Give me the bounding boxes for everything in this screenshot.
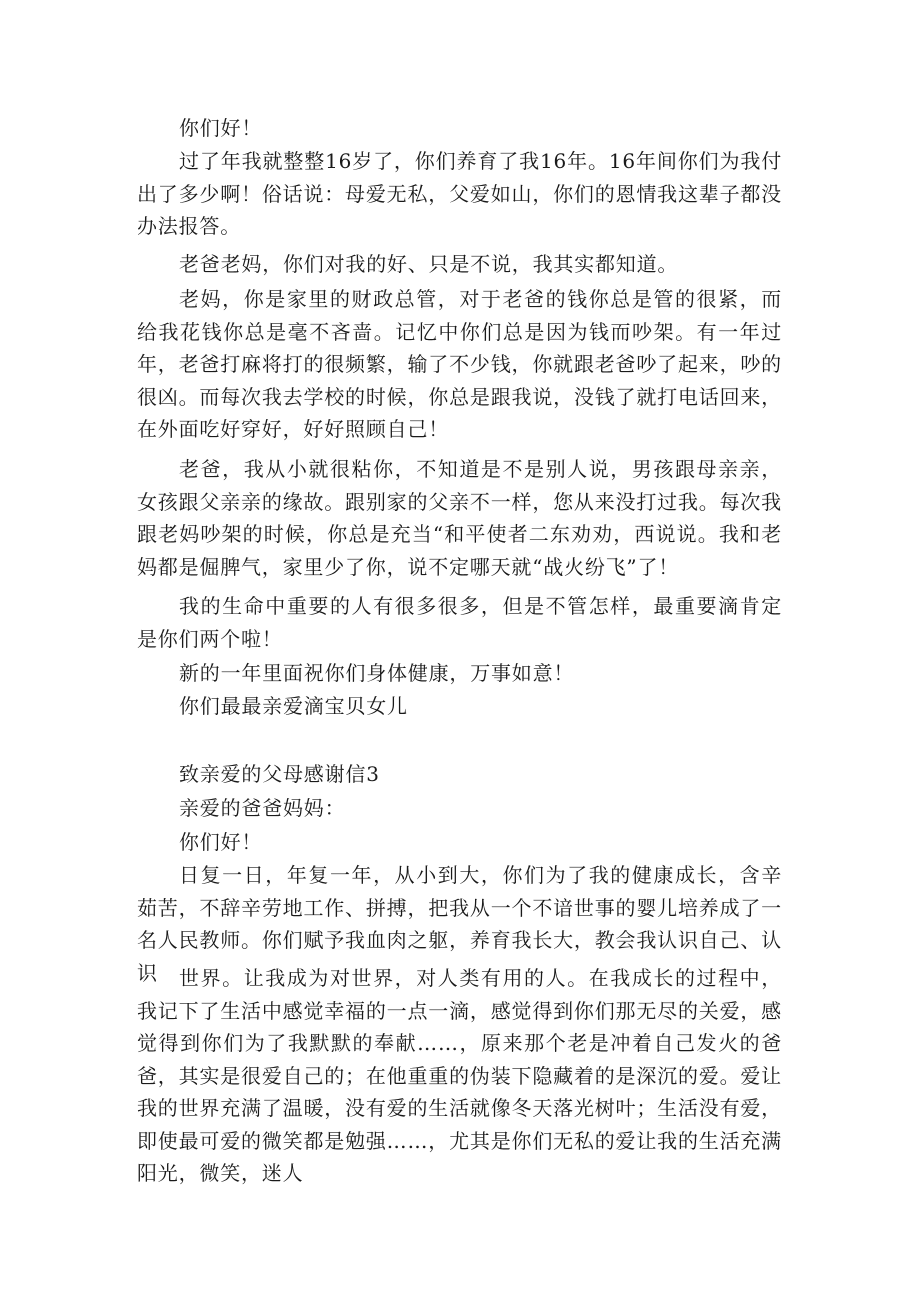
paragraph-know-your-kindness: 老爸老妈，你们对我的好、只是不说，我其实都知道。 <box>179 252 679 276</box>
paragraph-about-mom: 老妈，你是家里的财政总管，对于老爸的钱你总是管的很紧，而给我花钱你总是毫不吝啬。记忆中你们总是因为钱而吵架。有一年过年，老爸打麻将打的很频繁，输了不少钱，你就跟老爸吵了起来，吵的很凶。而每次我去学校的时候，你总是跟我说，没钱了就打电话回来，在外面吃好穿好，好好照顾自己！ <box>137 287 782 441</box>
signature-line: 你们最最亲爱滴宝贝女儿 <box>179 694 408 718</box>
paragraph-new-year-wishes: 新的一年里面祝你们身体健康，万事如意！ <box>179 661 575 685</box>
greeting-line-1: 你们好！ <box>179 116 263 140</box>
letter-3-title: 致亲爱的父母感谢信3 <box>179 762 380 786</box>
paragraph-most-important: 我的生命中重要的人有很多很多，但是不管怎样，最重要滴肯定是你们两个啦！ <box>137 594 782 651</box>
letter-3-salutation: 亲爱的爸爸妈妈： <box>179 796 346 820</box>
paragraph-world-and-love: 世界。让我成为对世界，对人类有用的人。在我成长的过程中，我记下了生活中感觉幸福的一点一滴，感觉得到你们那无尽的关爱，感觉得到你们为了我默默的奉献……，原来那个老是冲着自己发火的爸爸，其实是很爱自己的；在他重重的伪装下隐藏着的是深沉的爱。爱让我的世界充满了温暖，没有爱的生活就像冬天落光树叶；生活没有爱，即使最可爱的微笑都是勉强……，尤其是你们无私的爱让我的生活充满阳光，微笑，迷人 <box>137 966 782 1185</box>
paragraph-day-after-day: 日复一日，年复一年，从小到大，你们为了我的健康成长，含辛茹苦，不辞辛劳地工作、拼搏，把我从一个不谙世事的婴儿培养成了一名人民教师。你们赋予我血肉之躯，养育我长大，教会我认识自己、认识 <box>137 863 782 985</box>
paragraph-age-sixteen: 过了年我就整整16岁了，你们养育了我16年。16年间你们为我付出了多少啊！俗话说：母爱无私，父爱如山，你们的恩情我这辈子都没办法报答。 <box>137 149 782 238</box>
paragraph-about-dad: 老爸，我从小就很粘你，不知道是不是别人说，男孩跟母亲亲，女孩跟父亲亲的缘故。跟别家的父亲不一样，您从来没打过我。每次我跟老妈吵架的时候，你总是充当“和平使者二东劝劝，西说说。我和老妈都是倔脾气，家里少了你，说不定哪天就“战火纷飞”了！ <box>137 457 782 579</box>
greeting-line-2: 你们好！ <box>179 830 263 854</box>
